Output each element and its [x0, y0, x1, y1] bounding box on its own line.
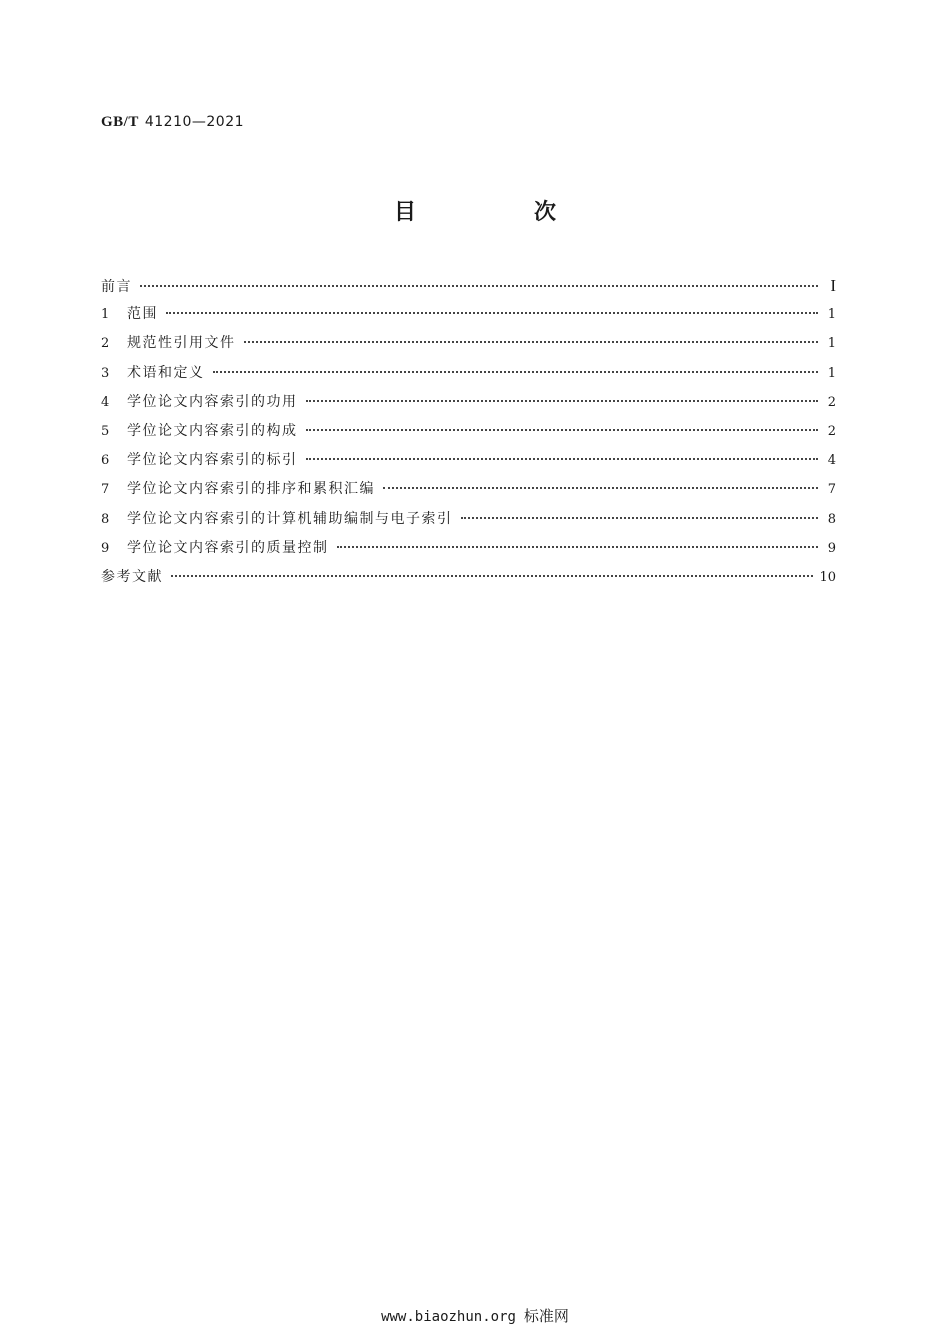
toc-entry-page: 2 — [827, 394, 836, 410]
toc-entry-2[interactable] — [101, 329, 836, 358]
toc-entry-page: 1 — [827, 365, 836, 381]
dot-leader — [140, 285, 818, 287]
toc-entry-3[interactable] — [101, 359, 836, 388]
toc-entry-number: 5 — [101, 423, 110, 439]
dot-leader — [306, 400, 819, 402]
toc-entry-page: 1 — [827, 336, 836, 352]
dot-leader — [166, 312, 818, 314]
toc-entry-number: 9 — [101, 540, 110, 556]
toc-entry-label: 学位论文内容索引的功用 — [127, 393, 298, 410]
toc-entry-page: 8 — [827, 511, 836, 527]
toc-entry-4[interactable] — [101, 388, 836, 417]
toc-entry-label: 前言 — [101, 279, 132, 295]
toc-entry-number: 3 — [101, 365, 110, 381]
toc-entry-number: 4 — [101, 394, 110, 410]
toc-entry-1[interactable] — [101, 300, 836, 329]
dot-leader — [171, 575, 813, 577]
toc-entry-page: 2 — [827, 423, 836, 439]
dot-leader — [213, 371, 819, 373]
dot-leader — [244, 341, 819, 343]
toc-entry-5[interactable] — [101, 417, 836, 446]
toc-entry-number: 1 — [101, 307, 110, 323]
dot-leader — [306, 429, 819, 431]
toc-entry-page: 7 — [827, 482, 836, 498]
toc-entry-page: 1 — [827, 307, 836, 323]
toc-entry-label: 学位论文内容索引的标引 — [127, 452, 298, 469]
dot-leader — [306, 458, 819, 460]
toc-entry-number: 7 — [101, 482, 110, 498]
toc-entry-number: 8 — [101, 511, 110, 527]
table-of-contents — [101, 271, 836, 592]
toc-entry-label: 术语和定义 — [127, 364, 205, 381]
toc-entry-page: 9 — [827, 540, 836, 556]
toc-entry-foreword[interactable] — [101, 271, 836, 300]
toc-title: 目 次 — [393, 200, 604, 225]
toc-entry-label: 学位论文内容索引的质量控制 — [127, 539, 329, 556]
toc-entry-label: 学位论文内容索引的构成 — [127, 422, 298, 439]
dot-leader — [383, 487, 818, 489]
toc-entry-page: 4 — [827, 453, 836, 469]
footer-site-name: 标准网 — [523, 1307, 569, 1325]
toc-entry-9[interactable] — [101, 534, 836, 563]
dot-leader — [461, 517, 819, 519]
footer-url: www.biaozhun.org — [381, 1309, 516, 1325]
toc-entry-label: 范围 — [127, 306, 158, 323]
toc-entry-page: I — [830, 276, 836, 295]
toc-entry-label: 学位论文内容索引的计算机辅助编制与电子索引 — [127, 510, 453, 527]
toc-entry-label: 学位论文内容索引的排序和累积汇编 — [127, 481, 375, 498]
footer-watermark — [0, 1305, 950, 1326]
toc-entry-references[interactable] — [101, 563, 836, 592]
standard-number: 41210—2021 — [144, 114, 245, 130]
toc-entry-7[interactable] — [101, 475, 836, 504]
dot-leader — [337, 546, 819, 548]
toc-entry-6[interactable] — [101, 446, 836, 475]
standard-code — [101, 114, 244, 131]
toc-entry-page: 10 — [819, 569, 836, 585]
toc-entry-number: 6 — [101, 453, 110, 469]
standard-prefix: GB/T — [101, 114, 139, 130]
toc-entry-8[interactable] — [101, 505, 836, 534]
toc-entry-number: 2 — [101, 336, 110, 352]
toc-entry-label: 参考文献 — [101, 568, 163, 585]
toc-entry-label: 规范性引用文件 — [127, 335, 236, 352]
